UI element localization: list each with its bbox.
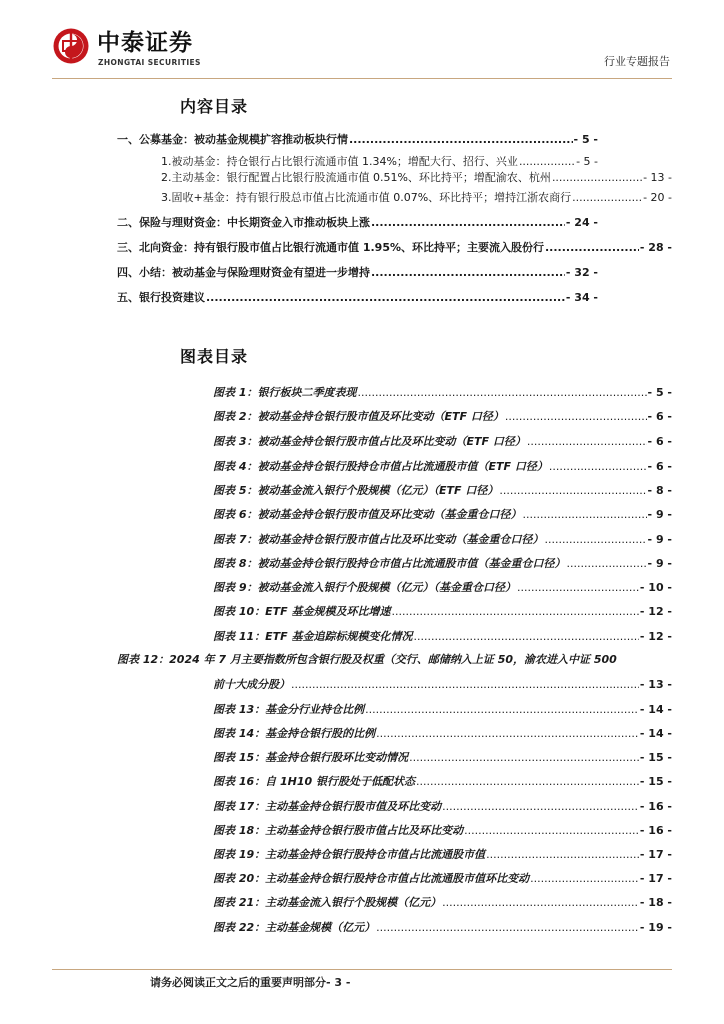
figure-leader bbox=[464, 824, 639, 838]
figure-leader bbox=[376, 921, 639, 935]
figure-leader bbox=[505, 410, 647, 424]
figure-entry[interactable] bbox=[213, 406, 672, 424]
figure-entry-text: 图表 16：自 1H10 银行股处于低配状态 bbox=[213, 775, 415, 788]
toc-entry-page: - 34 - bbox=[565, 291, 598, 304]
figure-leader bbox=[416, 775, 639, 789]
footer-disclaimer: 请务必阅读正文之后的重要声明部分 bbox=[150, 976, 326, 989]
header-divider bbox=[52, 78, 672, 79]
toc-leader bbox=[572, 191, 642, 205]
figure-entry[interactable] bbox=[213, 431, 672, 449]
figure-entry-text: 图表 13：基金分行业持仓比例 bbox=[213, 703, 365, 716]
figure-entry-text: 图表 2：被动基金持仓银行股市值及环比变动（ETF 口径） bbox=[213, 410, 504, 423]
figure-leader bbox=[357, 386, 646, 400]
figure-leader bbox=[409, 751, 639, 765]
figure-entry-text: 图表 19：主动基金持仓银行股持仓市值占比流通股市值 bbox=[213, 848, 486, 861]
figure-entry[interactable] bbox=[213, 674, 672, 692]
toc-entry-text: 五、银行投资建议 bbox=[117, 291, 205, 304]
figure-entry[interactable] bbox=[213, 771, 672, 789]
figure-entry[interactable] bbox=[213, 892, 672, 910]
toc-entry[interactable] bbox=[117, 287, 598, 305]
figure-entry-page: - 6 - bbox=[647, 435, 672, 448]
figure-entry-text: 图表 15：基金持仓银行股环比变动情况 bbox=[213, 751, 409, 764]
figure-leader bbox=[291, 678, 639, 692]
figure-entry[interactable] bbox=[213, 601, 672, 619]
figure-leader bbox=[414, 630, 639, 644]
figure-entry-page: - 9 - bbox=[647, 533, 672, 546]
figure-entry-page: - 16 - bbox=[639, 824, 672, 837]
figure-entry-page: - 15 - bbox=[639, 775, 672, 788]
toc-entry-text: 四、小结：被动基金与保险理财资金有望进一步增持 bbox=[117, 266, 370, 279]
figures-title: 图表目录 bbox=[180, 347, 249, 366]
figure-leader bbox=[527, 435, 647, 449]
footer-divider bbox=[52, 969, 672, 970]
figure-entry-text: 图表 6：被动基金持仓银行股市值及环比变动（基金重仓口径） bbox=[213, 508, 522, 521]
toc-entry-text: 三、北向资金：持有银行股市值占比银行流通市值 1.95%、环比持平；主要流入股份行 bbox=[117, 241, 544, 254]
figure-entry[interactable] bbox=[213, 868, 672, 886]
toc-entry-page: - 28 - bbox=[639, 241, 672, 254]
toc-entry-page: - 13 - bbox=[643, 171, 672, 184]
figure-entry[interactable] bbox=[213, 553, 672, 571]
toc-entry[interactable] bbox=[161, 167, 672, 185]
figure-entry-page: - 15 - bbox=[639, 751, 672, 764]
figure-entry[interactable] bbox=[213, 820, 672, 838]
page-footer bbox=[150, 976, 350, 990]
figure-entry-text: 图表 18：主动基金持仓银行股市值占比及环比变动 bbox=[213, 824, 464, 837]
figure-leader bbox=[365, 703, 639, 717]
page-header bbox=[0, 0, 724, 82]
figure-entry[interactable] bbox=[213, 844, 672, 862]
figure-entry[interactable] bbox=[213, 796, 672, 814]
figure-entry[interactable] bbox=[213, 504, 672, 522]
figure-leader bbox=[499, 484, 646, 498]
toc-entry-page: - 20 - bbox=[643, 191, 672, 204]
figure-entry-page: - 9 - bbox=[647, 557, 672, 570]
toc-entry-page: - 5 - bbox=[573, 133, 598, 146]
figure-entry-text: 图表 14：基金持仓银行股的比例 bbox=[213, 727, 376, 740]
figure-entry-page: - 10 - bbox=[639, 581, 672, 594]
figure-leader bbox=[544, 533, 646, 547]
figure-entry[interactable] bbox=[213, 456, 672, 474]
figure-entry-page: - 12 - bbox=[639, 630, 672, 643]
figure-entry-text: 图表 20：主动基金持仓银行股持仓市值占比流通股市值环比变动 bbox=[213, 872, 530, 885]
toc-leader bbox=[371, 266, 565, 280]
toc-entry-page: - 32 - bbox=[565, 266, 598, 279]
figure-entry-page: - 16 - bbox=[639, 800, 672, 813]
figure-entry-text: 图表 5：被动基金流入银行个股规模（亿元）（ETF 口径） bbox=[213, 484, 499, 497]
toc-entry-page: - 24 - bbox=[565, 216, 598, 229]
figure-entry[interactable] bbox=[213, 529, 672, 547]
figure-leader bbox=[442, 800, 639, 814]
figure-leader bbox=[522, 508, 646, 522]
figure-leader bbox=[486, 848, 639, 862]
figure-entry-text: 图表 8：被动基金持仓银行股持仓市值占比流通股市值（基金重仓口径） bbox=[213, 557, 566, 570]
figure-leader bbox=[549, 460, 647, 474]
toc-leader bbox=[349, 133, 573, 147]
toc-leader bbox=[206, 291, 565, 305]
toc-entry-page: - 5 - bbox=[576, 155, 598, 168]
figure-entry-text: 图表 22：主动基金规模（亿元） bbox=[213, 921, 376, 934]
figure-entry[interactable] bbox=[213, 699, 672, 717]
figure-entry-page: - 12 - bbox=[639, 605, 672, 618]
figure-leader bbox=[392, 605, 639, 619]
figure-entry-page: - 9 - bbox=[647, 508, 672, 521]
figure-entry-text: 图表 4：被动基金持仓银行股持仓市值占比流通股市值（ETF 口径） bbox=[213, 460, 548, 473]
figure-entry[interactable] bbox=[213, 480, 672, 498]
toc-leader bbox=[545, 241, 639, 255]
figure-entry-page: - 5 - bbox=[647, 386, 672, 399]
figure-entry-text: 图表 17：主动基金持仓银行股市值及环比变动 bbox=[213, 800, 442, 813]
report-type-label: 行业专题报告 bbox=[604, 55, 670, 68]
figure-entry-text: 图表 9：被动基金流入银行个股规模（亿元）（基金重仓口径） bbox=[213, 581, 516, 594]
toc-entry[interactable] bbox=[161, 187, 672, 205]
figure-leader bbox=[566, 557, 646, 571]
figure-leader bbox=[530, 872, 639, 886]
figure-entry-text: 图表 11：ETF 基金追踪标规模变化情况 bbox=[213, 630, 413, 643]
figure-entry[interactable] bbox=[213, 382, 672, 400]
figure-entry[interactable] bbox=[213, 747, 672, 765]
figure-entry-page: - 8 - bbox=[647, 484, 672, 497]
figure-leader bbox=[442, 896, 639, 910]
toc-entry-text: 2.主动基金：银行配置占比银行股流通市值 0.51%、环比持平；增配渝农、杭州 bbox=[161, 171, 551, 184]
toc-title: 内容目录 bbox=[180, 97, 249, 116]
figure-entry-text: 图表 7：被动基金持仓银行股市值占比及环比变动（基金重仓口径） bbox=[213, 533, 544, 546]
figure-entry-text: 图表 10：ETF 基金规模及环比增速 bbox=[213, 605, 391, 618]
figure-entry-page: - 18 - bbox=[639, 896, 672, 909]
toc-entry[interactable] bbox=[117, 262, 598, 280]
figure-entry-text[interactable]: 图表 12：2024 年 7 月主要指数所包含银行股及权重（交行、邮储纳入上证 50，渝农进入中证 500 bbox=[117, 653, 617, 666]
toc-entry-text: 1.被动基金：持仓银行占比银行流通市值 1.34%；增配大行、招行、兴业 bbox=[161, 155, 518, 168]
figure-entry-page: - 13 - bbox=[639, 678, 672, 691]
zhongtai-logo-icon bbox=[52, 27, 90, 65]
toc-entry[interactable] bbox=[117, 129, 598, 147]
figure-leader bbox=[376, 727, 639, 741]
figure-entry[interactable] bbox=[213, 917, 672, 935]
figure-entry-page: - 14 - bbox=[639, 703, 672, 716]
toc-entry[interactable] bbox=[117, 212, 598, 230]
figure-entry[interactable] bbox=[213, 577, 672, 595]
figure-entry-page: - 17 - bbox=[639, 848, 672, 861]
figure-entry-page: - 6 - bbox=[647, 460, 672, 473]
figure-entry[interactable] bbox=[213, 626, 672, 644]
figure-entry-page: - 19 - bbox=[639, 921, 672, 934]
toc-leader bbox=[552, 171, 642, 185]
figure-entry-page: - 17 - bbox=[639, 872, 672, 885]
toc-leader bbox=[371, 216, 565, 230]
figure-entry[interactable] bbox=[213, 723, 672, 741]
figure-entry-page: - 14 - bbox=[639, 727, 672, 740]
toc-entry-text: 二、保险与理财资金：中长期资金入市推动板块上涨 bbox=[117, 216, 370, 229]
footer-page-number: - 3 - bbox=[326, 976, 351, 989]
logo-company-name-en: ZHONGTAI SECURITIES bbox=[98, 58, 201, 67]
figure-entry-text: 图表 1：银行板块二季度表现 bbox=[213, 386, 357, 399]
toc-entry-text: 3.固收+基金：持有银行股总市值占比流通市值 0.07%、环比持平；增持江浙农商行 bbox=[161, 191, 572, 204]
figure-entry-page: - 6 - bbox=[647, 410, 672, 423]
toc-entry[interactable] bbox=[117, 237, 672, 255]
logo-company-name: 中泰证券 bbox=[97, 30, 193, 56]
figure-entry-text: 图表 21：主动基金流入银行个股规模（亿元） bbox=[213, 896, 442, 909]
figure-entry-text-continued: 前十大成分股） bbox=[213, 678, 290, 691]
figure-entry-text: 图表 3：被动基金持仓银行股市值占比及环比变动（ETF 口径） bbox=[213, 435, 526, 448]
figure-leader bbox=[517, 581, 639, 595]
toc-entry-text: 一、公募基金：被动基金规模扩容推动板块行情 bbox=[117, 133, 348, 146]
